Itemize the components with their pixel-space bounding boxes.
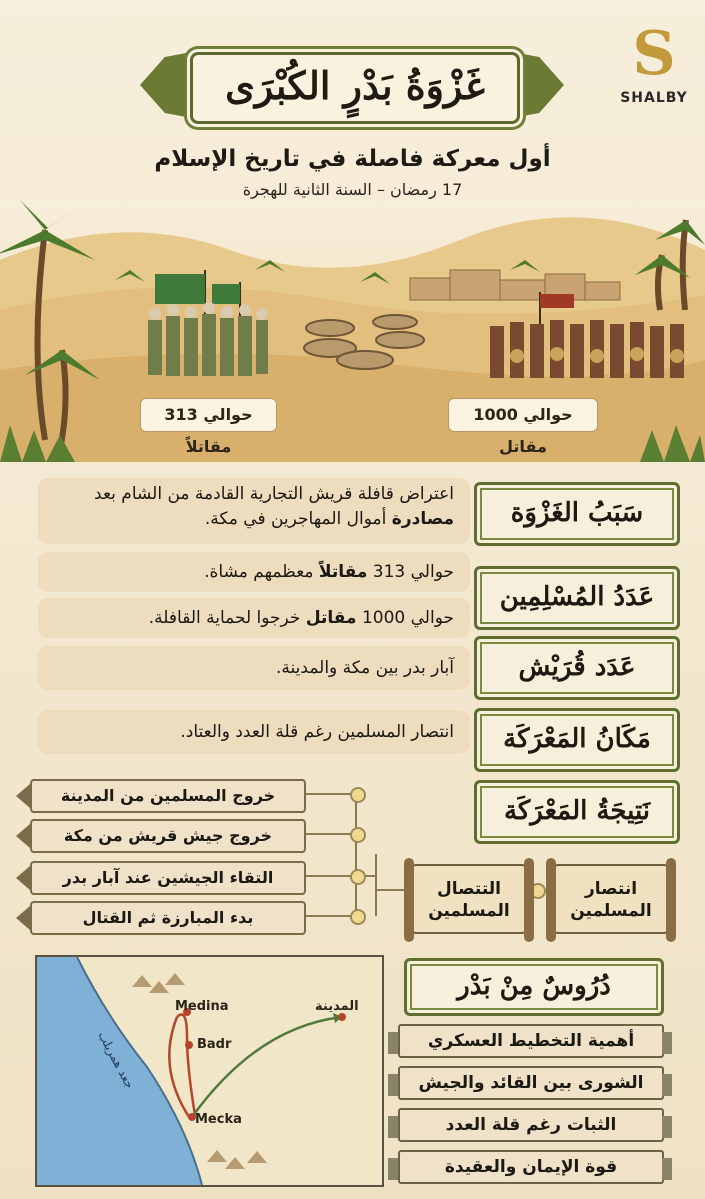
map-label-badr: Badr xyxy=(197,1037,232,1052)
lesson-bracket xyxy=(388,1158,398,1180)
muslims-text-a: حوالي 313 xyxy=(367,562,454,582)
logo-mark: S xyxy=(632,19,676,89)
map-label-medina: Medina xyxy=(175,999,229,1014)
quraysh-text-a: حوالي 1000 xyxy=(356,608,454,628)
muslims-label: عَدَدُ المُسْلِمِين xyxy=(474,566,680,630)
lesson-bracket xyxy=(388,1074,398,1096)
map-label-sea: جعد همريلب xyxy=(95,1029,137,1091)
result-text: انتصار المسلمين رغم قلة العدد والعتاد. xyxy=(38,710,470,754)
lesson-bracket xyxy=(662,1032,672,1054)
map-drawing xyxy=(37,957,382,1185)
result-label: نَتِيجَةُ المَعْرَكَة xyxy=(474,780,680,844)
lessons-title: دُرُوسٌ مِنْ بَدْر xyxy=(404,958,664,1016)
lesson-bracket xyxy=(662,1116,672,1138)
subtitle: أول معركة فاصلة في تاريخ الإسلام xyxy=(154,146,551,172)
lesson-bracket xyxy=(388,1032,398,1054)
outcome-scroll-1: التتصال المسلمين xyxy=(410,864,528,934)
logo-text: SHALBY xyxy=(620,90,688,106)
muslims-text-bold: مقاتلاً xyxy=(318,562,368,582)
map-label-mecca: Mecka xyxy=(195,1112,242,1127)
cause-text xyxy=(38,478,470,544)
muslims-count-label: حوالي 313 مقاتلاً xyxy=(140,398,277,432)
flow-step-3: التقاء الجيشين عند آبار بدر xyxy=(30,861,306,895)
lesson-bracket xyxy=(388,1116,398,1138)
quraysh-text-bold: مقاتل xyxy=(305,608,357,628)
flow-step-4: بدء المبارزة ثم القتال xyxy=(30,901,306,935)
muslims-text-c: معظمهم مشاة. xyxy=(204,562,319,582)
outcome-scroll-2: انتصار المسلمين xyxy=(552,864,670,934)
lesson-bracket xyxy=(662,1074,672,1096)
flow-step-2: خروج جيش قريش من مكة xyxy=(30,819,306,853)
route-map xyxy=(35,955,384,1187)
quraysh-label: عَدَد قُرَيْش xyxy=(474,636,680,700)
cause-text-part2: أموال المهاجرين في مكة. xyxy=(204,509,392,529)
flow-dot xyxy=(350,827,366,843)
brand-logo xyxy=(614,18,694,123)
page-title: غَزْوَةُ بَدْرٍ الكُبْرَى xyxy=(225,63,485,108)
quraysh-count-label: حوالي 1000 مقاتل xyxy=(448,398,598,432)
lesson-item-1: أهمية التخطيط العسكري xyxy=(398,1024,664,1058)
quraysh-count-text xyxy=(38,598,470,638)
battle-scene-illustration xyxy=(0,200,705,462)
lesson-item-4: قوة الإيمان والعقيدة xyxy=(398,1150,664,1184)
flow-dot xyxy=(350,787,366,803)
title-panel xyxy=(190,52,520,124)
cause-label: سَبَبُ الغَزْوَة xyxy=(474,482,680,546)
map-label-medina-ar: المدينة xyxy=(315,999,359,1014)
title-frame xyxy=(140,38,564,132)
flow-step-1: خروج المسلمين من المدينة xyxy=(30,779,306,813)
muslims-count-text xyxy=(38,552,470,592)
flow-dot xyxy=(350,909,366,925)
lesson-item-3: الثبات رغم قلة العدد xyxy=(398,1108,664,1142)
cause-text-bold: مصادرة xyxy=(391,509,454,529)
quraysh-text-c: خرجوا لحماية القافلة. xyxy=(148,608,306,628)
lesson-bracket xyxy=(662,1158,672,1180)
lesson-item-2: الشورى بين القائد والجيش xyxy=(398,1066,664,1100)
place-label: مَكَانُ المَعْرَكَة xyxy=(474,708,680,772)
place-text: آبار بدر بين مكة والمدينة. xyxy=(38,646,470,690)
date-line: 17 رمضان – السنة الثانية للهجرة xyxy=(242,180,463,199)
flow-dot xyxy=(350,869,366,885)
cause-text-part1: اعتراض قافلة قريش التجارية القادمة من الشام بعد xyxy=(94,484,454,504)
